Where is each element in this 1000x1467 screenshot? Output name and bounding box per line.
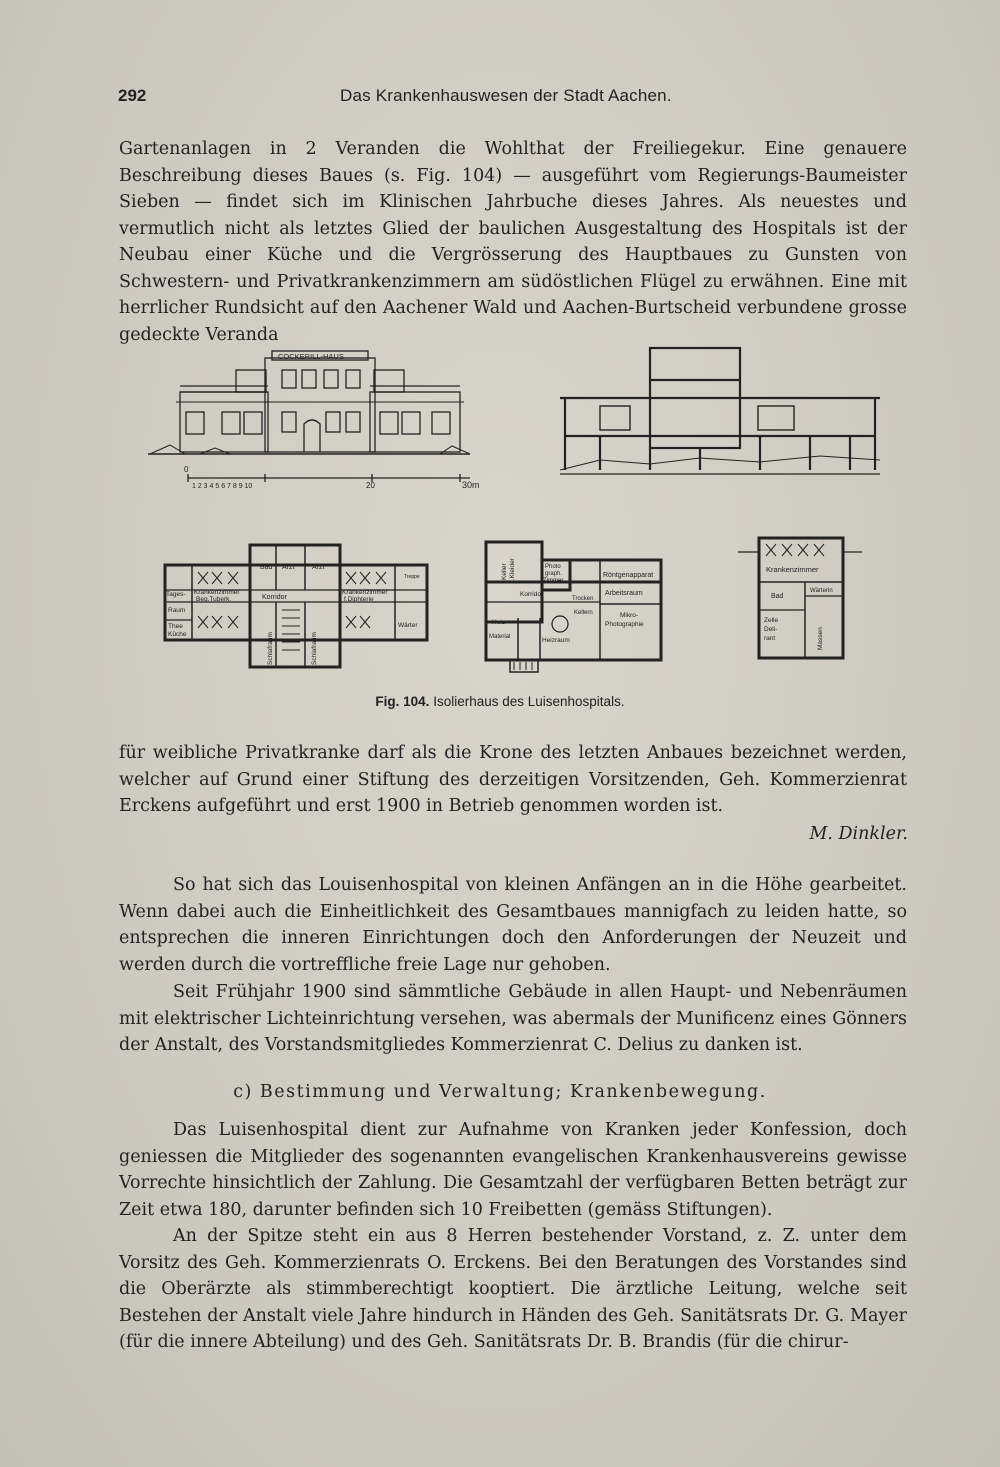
plan1-tages: Tages- bbox=[166, 591, 186, 598]
plan2-kellern: Kellern bbox=[574, 610, 593, 616]
plan1-schlafraum-2: Schlafraum bbox=[311, 632, 318, 665]
paragraph-1: Gartenanlagen in 2 Veranden die Wohlthat der Freiliegekur. Eine genauere Beschreibung dieses Baues (s. Fig. 104) — ausgeführt vom Regierungs-Baumeister Sieben — findet sich im Klinischen Jahrbuche dieses Jahres. Als neuestes und vermutlich nicht als letztes Glied der baulichen Ausgestaltung des Hospitals ist der Neubau einer Küche und die Vergrösserung des Hauptbaues zu Gunsten von Schwestern- und Privatkrankenzimmern am südöstlichen Flügel zu erwähnen. Eine mit herrlicher Rundsicht auf den Aachener Wald und Aachen-Burtscheid verbundene grosse gedeckte Veranda bbox=[119, 139, 907, 345]
plan2-photo-3: Zimmer bbox=[543, 578, 564, 584]
running-title: Das Krankenhauswesen der Stadt Aachen. bbox=[340, 86, 672, 105]
paragraph-2: für weibliche Privatkranke darf als die Krone des letzten Anbaues bezeichnet werden, welcher auf Grund einer Stiftung des derzeitigen Vorsitzenden, Geh. Kommerzienrat Erckens aufgeführt und erst 1900 in Betrieb genommen worden ist. bbox=[119, 743, 907, 816]
plan1-schlafraum-1: Schlafraum bbox=[267, 632, 274, 665]
plan3-bad: Bad bbox=[771, 593, 784, 600]
plan3-zelle-1: Zelle bbox=[764, 617, 779, 624]
scale-end: 30m bbox=[462, 480, 480, 490]
plan2-heizraum: Heizraum bbox=[542, 637, 570, 644]
figure-caption bbox=[0, 694, 1000, 709]
plan1-krank-diph-1: Krankenzimmer bbox=[342, 589, 388, 596]
plan2-heiz-2: Material bbox=[489, 634, 511, 640]
paragraph-3: So hat sich das Louisenhospital von kleinen Anfängen an in die Höhe gearbeitet. Wenn dabei auch die Einheitlichkeit des Gesamtbaues mannigfach zu leiden hatte, so entsprechen die inneren Einrichtungen doch den Anforderungen der Neuzeit und werden durch die vortreffliche freie Lage nur gehoben. bbox=[119, 875, 907, 975]
floor-plan-3 bbox=[738, 538, 862, 658]
caption-number: Fig. 104. bbox=[375, 694, 430, 709]
plan1-arzt-1: Arzt bbox=[282, 564, 295, 571]
building-sign: COCKERILL-HAUS bbox=[278, 352, 344, 361]
page-number: 292 bbox=[118, 86, 147, 105]
figure-104 bbox=[0, 320, 1000, 700]
section-heading: c) Bestimmung und Verwaltung; Krankenbewegung. bbox=[233, 1082, 767, 1102]
author-signature: M. Dinkler. bbox=[809, 824, 908, 844]
plan1-korridor: Korridor bbox=[262, 594, 287, 601]
plan2-trocken: Trocken bbox=[572, 596, 594, 602]
building-section bbox=[560, 348, 880, 474]
caption-text: Isolierhaus des Luisenhospitals. bbox=[433, 694, 625, 709]
plan1-treppe: Treppe bbox=[404, 574, 420, 580]
plan3-zelle-2: Deli- bbox=[764, 626, 778, 633]
plan2-roentgen: Röntgenapparat bbox=[603, 572, 654, 579]
plan1-arzt-2: Arzt bbox=[312, 564, 325, 571]
paragraph-4: Seit Frühjahr 1900 sind sämmtliche Gebäude in allen Haupt- und Nebenräumen mit elektrischer Lichteinrichtung versehen, was abermals der Munificenz eines Gönners der Anstalt, des Vorstandsmitgliedes Kommerzienrat C. Delius zu danken ist. bbox=[119, 982, 907, 1055]
plan2-mikro-2: Photographie bbox=[605, 621, 644, 628]
plan1-krank-tub-1: Krankenzimmer bbox=[194, 589, 240, 596]
scale-ticks: 1 2 3 4 5 6 7 8 9 10 bbox=[192, 483, 253, 490]
plan2-keller: Keller bbox=[501, 563, 508, 580]
plan3-krankenzimmer: Krankenzimmer bbox=[766, 565, 819, 574]
plan3-zelle-3: rant bbox=[764, 635, 776, 642]
plan1-thee: Thee bbox=[168, 623, 183, 630]
plan2-kleider: f.Kleider bbox=[509, 558, 516, 582]
plan2-mikro-1: Mikro- bbox=[620, 612, 639, 619]
plan1-kueche: Küche bbox=[168, 631, 187, 638]
page-header bbox=[118, 86, 908, 114]
plan2-heiz-1: Heiz- bbox=[492, 619, 508, 626]
plan1-raum: Raum bbox=[168, 607, 186, 614]
plan3-massen: Massen bbox=[817, 627, 824, 650]
plan3-waerterin: Wärterin bbox=[810, 588, 833, 594]
plan1-krank-diph-2: f.Diphterie bbox=[344, 596, 374, 603]
plan1-krank-tub-2: Beg.Tuberk. bbox=[196, 596, 232, 603]
scale-start: 0 bbox=[184, 465, 189, 474]
plan1-waerter: Wärter bbox=[398, 622, 418, 629]
plan2-korridor: Korridor bbox=[520, 591, 544, 598]
building-elevation bbox=[148, 351, 470, 482]
plan2-photo-2: graph. bbox=[545, 571, 563, 577]
plan1-bad: Bad bbox=[260, 564, 273, 571]
plan2-photo-1: Photo bbox=[545, 564, 561, 570]
paragraph-6: An der Spitze steht ein aus 8 Herren bestehender Vorstand, z. Z. unter dem Vorsitz des Geh. Kommerzienrats O. Erckens. Bei den Beratungen des Vorstandes sind die Oberärzte als stimmberechtigt kooptiert. Die ärztliche Leitung, welche seit Bestehen der Anstalt viele Jahre hindurch in Händen des Geh. Sanitätsrats Dr. G. Mayer (für die innere Abteilung) und des Geh. Sanitätsrats Dr. B. Brandis (für die chirur- bbox=[119, 1226, 907, 1352]
plan2-arbeitsraum: Arbeitsraum bbox=[605, 590, 643, 597]
scale-mid: 20 bbox=[366, 481, 375, 490]
floor-plan-1 bbox=[165, 545, 427, 667]
paragraph-5: Das Luisenhospital dient zur Aufnahme von Kranken jeder Konfession, doch geniessen die Mitglieder des sogenannten evangelischen Krankenhausvereins gewisse Vorrechte hinsichtlich der Zahlung. Die Gesamtzahl der verfügbaren Betten beträgt zur Zeit etwa 180, darunter befinden sich 10 Freibetten (gemäss Stiftungen). bbox=[119, 1120, 907, 1220]
